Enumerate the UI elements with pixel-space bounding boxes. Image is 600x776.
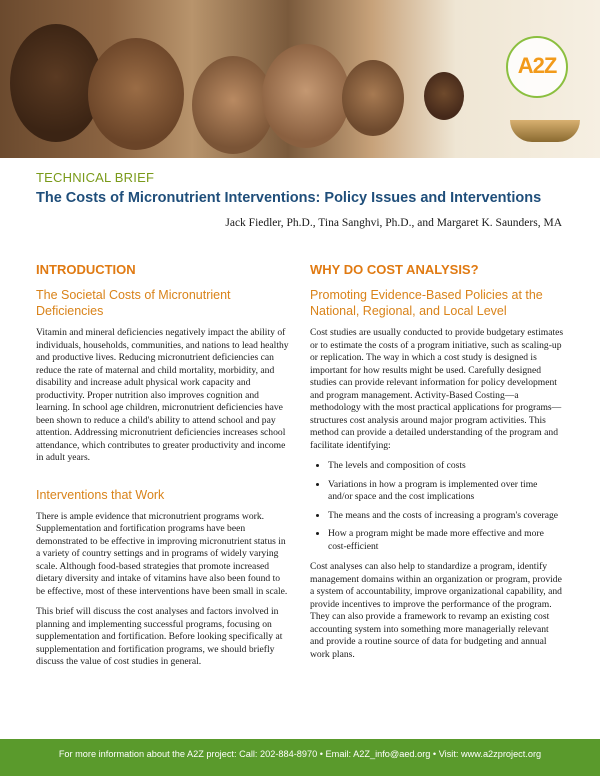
paragraph: There is ample evidence that micronutrient programs work. Supplementation and fortification programs have been demonstrated to be effective in improving micronutrient status in a variety of country settings and in programs of widely varying scale. Although food-based strategies that promote increased dietary diversity and intake of vitamins have also been found to be effective, most of these interventions have been small in scale. — [36, 510, 288, 597]
document-title: The Costs of Micronutrient Interventions: Policy Issues and Interventions — [36, 190, 542, 206]
document-type-label: TECHNICAL BRIEF — [36, 170, 155, 185]
footer-contact-text: For more information about the A2Z project: Call: 202-884-8970 • Email: A2Z_info@aed.org • Visit: www.a2zproject.org — [58, 749, 542, 759]
child-photo — [424, 72, 464, 120]
header-photo-banner — [0, 0, 600, 158]
section-heading-cost-analysis: WHY DO COST ANALYSIS? — [310, 262, 479, 277]
subheading-interventions: Interventions that Work — [36, 487, 165, 502]
food-bowl-photo — [510, 120, 580, 142]
list-item: • Variations in how a program is implemented over time and/or space and the cost implications — [328, 479, 564, 504]
left-column — [36, 262, 290, 677]
subheading-societal-costs: The Societal Costs of Micronutrient Deficiencies — [36, 288, 231, 318]
list-item: • The levels and composition of costs — [328, 460, 564, 473]
child-photo — [342, 60, 404, 136]
subheading-evidence-based: Promoting Evidence-Based Policies at the National, Regional, and Local Level — [310, 288, 543, 318]
paragraph: Cost analyses can also help to standardize a program, identify management domains within an organization or program, provide a system of accountability, improve organizational capability, and provide incentives to improve the performance of the program. They can also provide a framework to revamp an existing cost accounting system into something more managerially relevant and provide a routine source of data for budgeting and annual work plans. — [310, 561, 562, 660]
paragraph: Vitamin and mineral deficiencies negatively impact the ability of individuals, households, communities, and nations to lead healthy and productive lives. Reducing micronutrient deficiencies can reduce the rate of maternal and child mortality, morbidity, and disability and increase adult physical work capacity and productivity. Proper nutrition also improves cognition and learning. In school age children, micronutrient deficiencies have been shown to reduce a child's ability to attend school and pay attention. Addressing micronutrient deficiencies increases school attendance, which contributes to greater productivity and income in adult years. — [36, 327, 289, 463]
paragraph: Cost studies are usually conducted to provide budgetary estimates or to estimate the costs of a program initiative, such as scaling-up or replication. The way in which a cost study is designed is important for how results might be used. Carefully designed studies can provide relevant information for policy development and program management. Activity-Based Costing—a methodology with the most practical applications for programs—structures cost analysis around major program activities. This method can provide a detailed understanding of the program and facilitate identifying: — [310, 327, 564, 451]
logo-text: A2Z — [517, 53, 557, 78]
section-heading-introduction: INTRODUCTION — [36, 262, 136, 277]
child-photo — [88, 38, 184, 150]
child-photo — [262, 44, 350, 148]
a2z-logo — [506, 36, 568, 98]
authors-line: Jack Fiedler, Ph.D., Tina Sanghvi, Ph.D., and Margaret K. Saunders, MA — [225, 217, 562, 229]
bullet-list — [310, 460, 564, 553]
right-column — [310, 262, 564, 669]
paragraph: This brief will discuss the cost analyses and factors involved in planning and implementing successful programs, focusing on supplementation and fortification. Before looking specifically at supplementation and fortification programs, we should briefly discuss the value of cost studies in general. — [36, 606, 283, 667]
footer-bar — [0, 739, 600, 776]
list-item: • The means and the costs of increasing a program's coverage — [328, 510, 564, 523]
list-item: • How a program might be made more effective and more cost-efficient — [328, 528, 564, 553]
